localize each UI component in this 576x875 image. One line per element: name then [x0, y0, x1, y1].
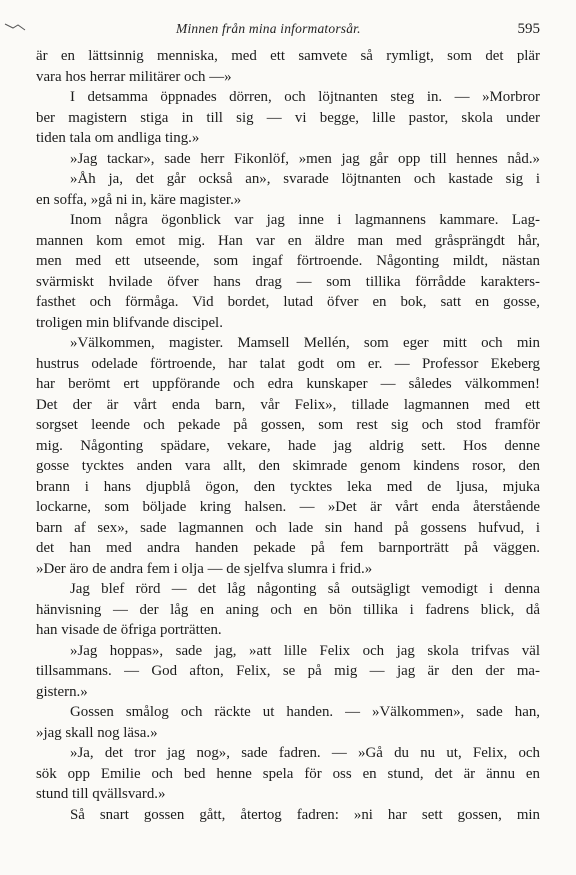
text-line: brann i hans djupblå ögon, den tycktes leka med de ljusa, mjuka	[36, 478, 540, 495]
text-line: barn af sex», sade lagmannen och lade sin hand på gossens hufvud, i	[36, 519, 540, 536]
text-line: Gossen smålog och räckte ut handen. — »Välkommen», sade han,	[70, 704, 540, 720]
text-line: fasthet och förmåga. Vid bordet, lutad öfver en bok, satt en gosse,	[36, 294, 540, 310]
corner-fold-mark	[4, 22, 26, 32]
running-title: Minnen från mina informatorsår.	[176, 21, 361, 36]
text-line: han visade de öfriga porträtten.	[36, 622, 222, 638]
text-line: »jag skall nog läsa.»	[36, 724, 158, 741]
text-line: en soffa, »gå ni in, käre magister.»	[36, 191, 242, 208]
text-line: Jag blef rörd — det låg någonting så outsägligt vemodigt i denna	[70, 581, 540, 597]
text-line: men med ett utseende, som ingaf förtroende. Någonting mildt, nästan	[36, 253, 540, 269]
text-line: tiden tala om andliga ting.»	[36, 130, 200, 146]
text-line: gistern.»	[36, 683, 88, 700]
text-line: sorgset leende och pekade på gossen, som rest sig och stod framför	[36, 417, 540, 433]
text-line: troligen min blifvande discipel.	[36, 314, 223, 331]
text-line: »Jag tackar», sade herr Fikonlöf, »men jag går opp till hennes nåd.»	[70, 150, 540, 167]
text-line: »Jag hoppas», sade jag, »att lille Felix och jag skola trifvas väl	[70, 642, 540, 659]
text-line: »Välkommen, magister. Mamsell Mellén, som eger mitt och min	[70, 335, 540, 351]
text-line: mig. Någonting spädare, vekare, hade jag aldrig sett. Hos denne	[36, 437, 540, 454]
text-line: Inom några ögonblick var jag inne i lagmannens kammare. Lag-	[70, 212, 540, 228]
text-line: har berömt ert uppförande och edra kunskaper — således välkommen!	[36, 376, 540, 392]
text-line: »Åh ja, det går också an», svarade löjtnanten och kastade sig i	[70, 171, 540, 187]
text-line: mannen kom emot mig. Han var en äldre man med gråsprängdt hår,	[36, 232, 540, 249]
text-line: svärmiskt hvilade öfver hans drag — som tillika förrådde karakters-	[36, 273, 540, 290]
text-line: tillsammans. — God afton, Felix, se på mig — jag är den der ma-	[36, 663, 540, 679]
text-line: lockarne, som böljade kring halsen. — »Det är vårt enda återstående	[36, 499, 540, 515]
text-line: »Der äro de andra fem i olja — de sjelfva slumra i frid.»	[36, 560, 373, 577]
text-line: stund till qvällsvard.»	[36, 786, 166, 802]
text-line: ber magistern stiga in till sig — vi begge, lille pastor, skola under	[36, 109, 540, 126]
text-line: Så snart gossen gått, återtog fadren: »ni har sett gossen, min	[70, 806, 540, 823]
text-line: sök opp Emilie och bed henne spela för oss en stund, det är ännu en	[36, 765, 540, 782]
page-number: 595	[517, 21, 540, 37]
text-line: det han med andra handen pekade på fem barnporträtt på väggen.	[36, 540, 540, 556]
text-line: gosse tycktes anden vara allt, den skimrade genom kindens rosor, den	[36, 458, 540, 474]
text-line: är en lättsinnig menniska, med ett samvete så rymligt, som det plär	[36, 48, 540, 64]
text-line: Det der är vårt enda barn, vår Felix», tillade lagmannen med ett	[36, 396, 540, 413]
page-header	[0, 18, 576, 40]
body-text	[36, 46, 540, 825]
text-line: I detsamma öppnades dörren, och löjtnanten steg in. — »Morbror	[70, 89, 540, 105]
text-line: hustrus odelade förtroende, har talat godt om er. — Professor Ekeberg	[36, 355, 540, 372]
text-line: »Ja, det tror jag nog», sade fadren. — »Gå du nu ut, Felix, och	[70, 745, 540, 761]
text-line: vara hos herrar militärer och —»	[36, 68, 232, 85]
text-line: hänvisning — der låg en aning och en bön tillika i fadrens blick, då	[36, 601, 540, 618]
